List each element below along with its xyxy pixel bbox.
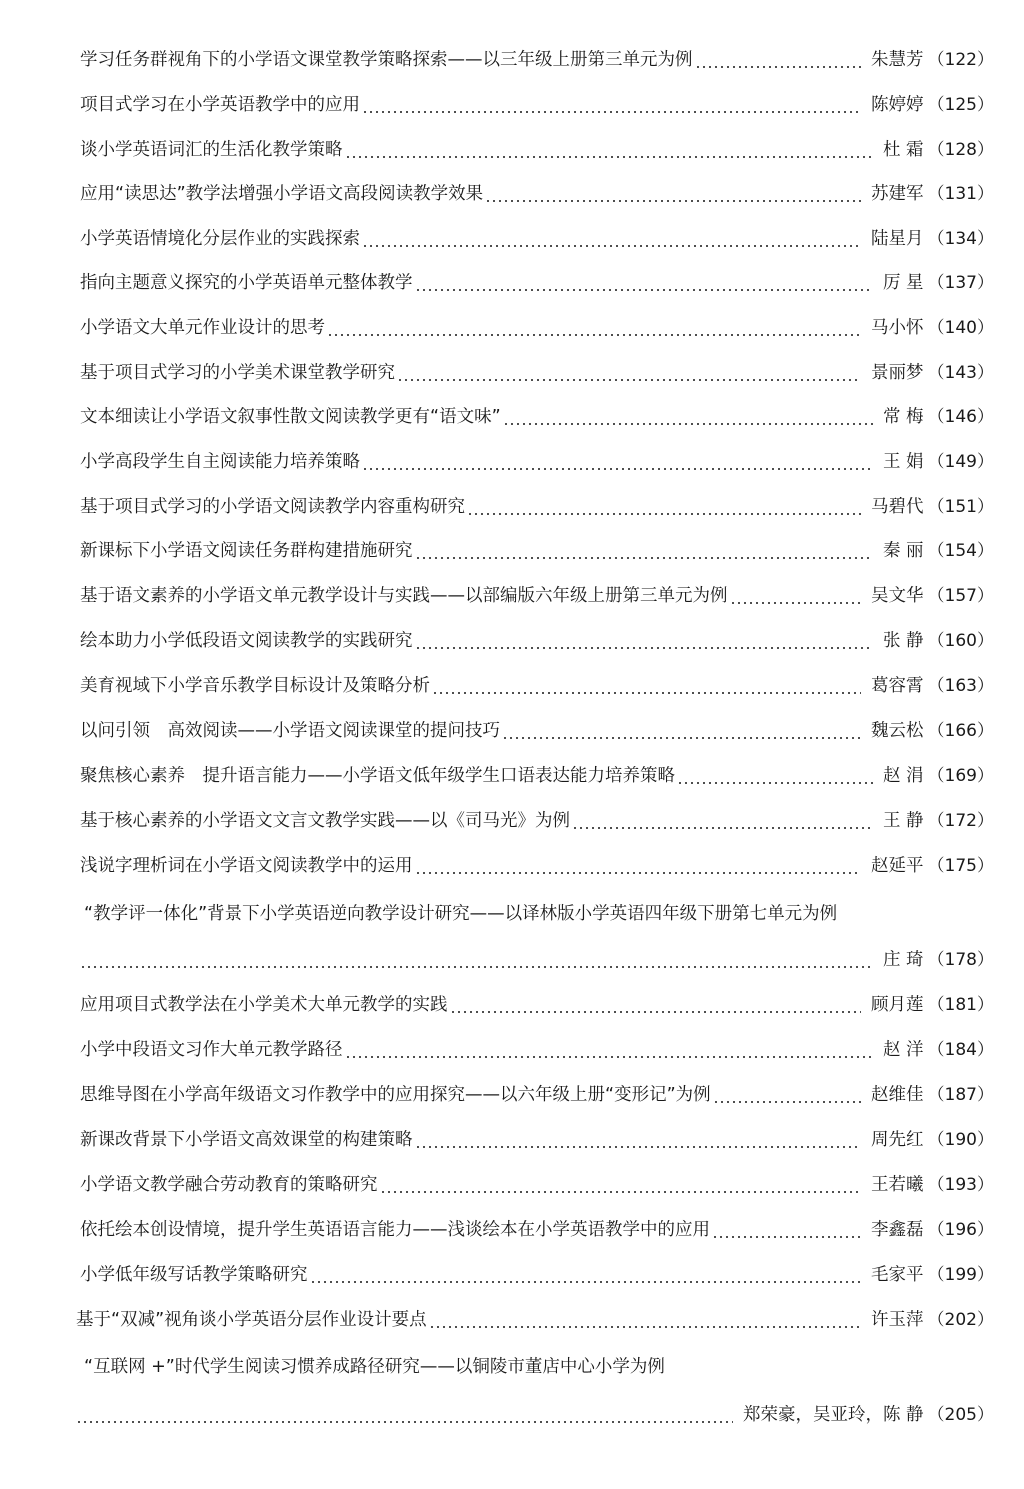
entry-page: （149）: [927, 452, 994, 472]
toc-entry: [80, 851, 994, 881]
dot-leader: [677, 782, 873, 784]
entry-author: 王 娟: [882, 452, 924, 472]
entry-title: 基于项目式学习的小学美术课堂教学研究: [80, 363, 395, 383]
entry-page: （128）: [927, 140, 994, 160]
entry-author: 杜 霜: [882, 140, 924, 160]
entry-title: 绘本助力小学低段语文阅读教学的实践研究: [80, 631, 413, 651]
toc-entry: [80, 536, 994, 566]
entry-title: 小学语文教学融合劳动教育的策略研究: [80, 1175, 378, 1195]
toc-entry: [80, 135, 994, 165]
entry-title: “教学评一体化”背景下小学英语逆向教学设计研究——以译林版小学英语四年级下册第七单元为例: [84, 904, 838, 924]
entry-page: （199）: [927, 1265, 994, 1285]
entry-title: 新课标下小学语文阅读任务群构建措施研究: [80, 541, 413, 561]
dot-leader: [502, 737, 861, 739]
toc-entry: [80, 313, 994, 343]
dot-leader: [380, 1191, 862, 1193]
toc-entry: [80, 1260, 994, 1290]
entry-page: （184）: [927, 1040, 994, 1060]
dot-leader: [450, 1011, 862, 1013]
toc-entry: [80, 268, 994, 298]
entry-title: 应用“读思达”教学法增强小学语文高段阅读教学效果: [80, 184, 484, 204]
dot-leader: [429, 1326, 861, 1328]
dot-leader: [467, 513, 861, 515]
entry-title: 浅说字理析词在小学语文阅读教学中的运用: [80, 856, 413, 876]
entry-author: 魏云松: [871, 721, 924, 741]
entry-page: （140）: [927, 318, 994, 338]
entry-title: 基于核心素养的小学语文文言文教学实践——以《司马光》为例: [80, 811, 570, 831]
dot-leader: [362, 468, 873, 470]
entry-page: （122）: [927, 50, 994, 70]
dot-leader: [345, 1056, 873, 1058]
dot-leader: [415, 1146, 862, 1148]
entry-page: （187）: [927, 1085, 994, 1105]
entry-title: 新课改背景下小学语文高效课堂的构建策略: [80, 1130, 413, 1150]
toc-entry: [80, 716, 994, 746]
entry-title: 基于“双减”视角谈小学英语分层作业设计要点: [76, 1310, 427, 1330]
toc-entry: [80, 581, 994, 611]
toc-entry: [80, 179, 994, 209]
entry-page: （143）: [927, 363, 994, 383]
entry-page: （193）: [927, 1175, 994, 1195]
entry-title: 小学中段语文习作大单元教学路径: [80, 1040, 343, 1060]
entry-title: 基于项目式学习的小学语文阅读教学内容重构研究: [80, 497, 465, 517]
entry-page: （205）: [927, 1405, 994, 1425]
entry-page: （157）: [927, 586, 994, 606]
dot-leader: [415, 872, 862, 874]
dot-leader: [415, 557, 873, 559]
entry-page: （154）: [927, 541, 994, 561]
entry-page: （172）: [927, 811, 994, 831]
entry-page: （151）: [927, 497, 994, 517]
entry-page: （125）: [927, 95, 994, 115]
entry-title: 以问引领 高效阅读——小学语文阅读课堂的提问技巧: [80, 721, 500, 741]
toc-entry: [80, 358, 994, 388]
entry-page: （169）: [927, 766, 994, 786]
dot-leader: [415, 289, 873, 291]
entry-page: （190）: [927, 1130, 994, 1150]
entry-title: 谈小学英语词汇的生活化教学策略: [80, 140, 343, 160]
entry-title: 项目式学习在小学英语教学中的应用: [80, 95, 360, 115]
dot-leader: [485, 200, 861, 202]
entry-page: （131）: [927, 184, 994, 204]
dot-leader: [695, 66, 862, 68]
entry-author: 赵 涓: [882, 766, 924, 786]
entry-title: 聚焦核心素养 提升语言能力——小学语文低年级学生口语表达能力培养策略: [80, 766, 675, 786]
dot-leader: [503, 423, 873, 425]
entry-author: 李鑫磊: [871, 1220, 924, 1240]
toc-entry: [80, 447, 994, 477]
toc-entry: [80, 806, 994, 836]
entry-page: （134）: [927, 229, 994, 249]
entry-title: “互联网 +”时代学生阅读习惯养成路径研究——以铜陵市董店中心小学为例: [84, 1357, 665, 1377]
entry-page: （137）: [927, 273, 994, 293]
toc-entry: [80, 402, 994, 432]
entry-author: 许玉萍: [871, 1310, 924, 1330]
entry-author: 王若曦: [871, 1175, 924, 1195]
toc-entry: [80, 224, 994, 254]
toc-entry-continuation: [80, 945, 994, 975]
dot-leader: [415, 647, 873, 649]
entry-page: （160）: [927, 631, 994, 651]
dot-leader: [397, 379, 861, 381]
entry-page: （202）: [927, 1310, 994, 1330]
toc-entry: [80, 671, 994, 701]
entry-author: 周先红: [871, 1130, 924, 1150]
toc-entry: [80, 761, 994, 791]
entry-page: （196）: [927, 1220, 994, 1240]
dot-leader: [713, 1101, 861, 1103]
toc-entry: [80, 1125, 994, 1155]
entry-author: 葛容霄: [871, 676, 924, 696]
entry-author: 马小怀: [871, 318, 924, 338]
entry-title: 小学英语情境化分层作业的实践探索: [80, 229, 360, 249]
entry-title: 美育视域下小学音乐教学目标设计及策略分析: [80, 676, 430, 696]
entry-title: 小学低年级写话教学策略研究: [80, 1265, 308, 1285]
entry-author: 庄 琦: [882, 950, 924, 970]
entry-page: （175）: [927, 856, 994, 876]
toc-entry: [80, 1080, 994, 1110]
entry-author: 马碧代: [871, 497, 924, 517]
entry-author: 陆星月: [871, 229, 924, 249]
entry-title: 学习任务群视角下的小学语文课堂教学策略探索——以三年级上册第三单元为例: [80, 50, 693, 70]
entry-author: 张 静: [882, 631, 924, 651]
dot-leader: [432, 692, 861, 694]
dot-leader: [76, 1421, 733, 1423]
entry-author: 顾月莲: [871, 995, 924, 1015]
toc-entry: [80, 1035, 994, 1065]
dot-leader: [327, 334, 861, 336]
dot-leader: [310, 1281, 862, 1283]
toc-entry-continuation: [76, 1400, 994, 1430]
entry-author: 厉 星: [882, 273, 924, 293]
entry-author: 赵延平: [871, 856, 924, 876]
entry-author: 赵 洋: [882, 1040, 924, 1060]
toc-entry: [80, 1215, 994, 1245]
entry-page: （166）: [927, 721, 994, 741]
entry-page: （178）: [927, 950, 994, 970]
toc-entry-title-line: [84, 1352, 998, 1382]
entry-page: （163）: [927, 676, 994, 696]
entry-title: 应用项目式教学法在小学美术大单元教学的实践: [80, 995, 448, 1015]
entry-title: 文本细读让小学语文叙事性散文阅读教学更有“语文味”: [80, 407, 501, 427]
entry-page: （181）: [927, 995, 994, 1015]
entry-author: 王 静: [882, 811, 924, 831]
toc-entry: [80, 45, 994, 75]
entry-author: 景丽梦: [871, 363, 924, 383]
dot-leader: [362, 245, 861, 247]
toc-entry: [80, 492, 994, 522]
entry-author: 常 梅: [882, 407, 924, 427]
entry-title: 指向主题意义探究的小学英语单元整体教学: [80, 273, 413, 293]
toc-entry: [80, 1170, 994, 1200]
entry-title: 小学高段学生自主阅读能力培养策略: [80, 452, 360, 472]
entry-title: 依托绘本创设情境，提升学生英语语言能力——浅谈绘本在小学英语教学中的应用: [80, 1220, 710, 1240]
entry-title: 基于语文素养的小学语文单元教学设计与实践——以部编版六年级上册第三单元为例: [80, 586, 728, 606]
entry-author: 朱慧芳: [871, 50, 924, 70]
entry-author: 吴文华: [871, 586, 924, 606]
toc-entry: [76, 1305, 994, 1335]
dot-leader: [80, 966, 873, 968]
toc-entry: [80, 990, 994, 1020]
entry-author: 陈婷婷: [871, 95, 924, 115]
entry-author: 赵维佳: [871, 1085, 924, 1105]
dot-leader: [345, 156, 873, 158]
dot-leader: [362, 111, 861, 113]
toc-entry: [80, 90, 994, 120]
toc-entry: [80, 626, 994, 656]
entry-author: 秦 丽: [882, 541, 924, 561]
toc-entry-title-line: [84, 899, 998, 929]
entry-page: （146）: [927, 407, 994, 427]
entry-title: 小学语文大单元作业设计的思考: [80, 318, 325, 338]
dot-leader: [712, 1236, 861, 1238]
entry-author: 苏建军: [871, 184, 924, 204]
entry-title: 思维导图在小学高年级语文习作教学中的应用探究——以六年级上册“变形记”为例: [80, 1085, 711, 1105]
entry-author: 毛家平: [871, 1265, 924, 1285]
dot-leader: [572, 827, 873, 829]
entry-author: 郑荣豪，吴亚玲，陈 静: [742, 1405, 924, 1425]
dot-leader: [730, 602, 862, 604]
